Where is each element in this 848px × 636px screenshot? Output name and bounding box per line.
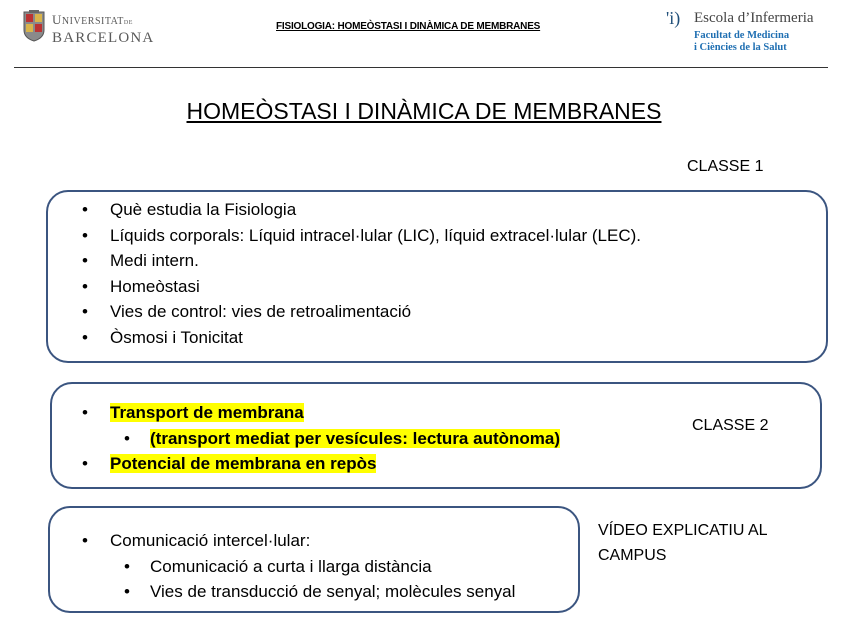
ub-logo (22, 10, 182, 50)
list-item: • Potencial de membrana en repòs (82, 454, 377, 473)
list-item: • Vies de control: vies de retroalimentació (82, 302, 412, 321)
ei-subtitle-1: Facultat de Medicina (694, 30, 790, 41)
page-header (0, 0, 848, 68)
ub-seal-icon (22, 10, 46, 42)
list-item: • Homeòstasi (82, 276, 200, 296)
classe-1-label: CLASSE 1 (687, 158, 764, 175)
page-title: HOMEÒSTASI I DINÀMICA DE MEMBRANES (186, 98, 662, 124)
ub-wordmark: UNIVERSITATDE BARCELONA (52, 12, 155, 46)
header-divider (14, 67, 828, 68)
highlighted-text: (transport mediat per vesícules: lectura autònoma) (150, 428, 560, 448)
ei-mark-icon: 'i) (666, 8, 681, 28)
video-list (82, 528, 515, 605)
list-item-nested: • Vies de transducció de senyal; molècules senyal (124, 582, 516, 601)
highlighted-text: Potencial de membrana en repòs (110, 454, 377, 473)
video-label: VÍDEO EXPLICATIU AL CAMPUS (598, 522, 768, 564)
classe-1-list (82, 197, 641, 350)
highlighted-text: Transport de membrana (110, 403, 304, 422)
list-item: • Medi intern. (82, 251, 199, 270)
classe-2-label: CLASSE 2 (692, 417, 769, 434)
ei-subtitle-2: i Ciències de la Salut (694, 42, 787, 53)
list-item-nested: • Comunicació a curta i llarga distància (124, 556, 432, 576)
header-title: FISIOLOGIA: HOMEÒSTASI I DINÀMICA DE MEMBRANES (276, 21, 541, 32)
list-item: • Líquids corporals: Líquid intracel·lular (LIC), líquid extracel·lular (LEC). (82, 225, 641, 245)
classe-2-list (82, 400, 560, 477)
list-item: • Què estudia la Fisiologia (82, 200, 297, 219)
list-item: • Comunicació intercel·lular: (82, 531, 311, 550)
ei-name: Escola d’Infermeria (694, 10, 814, 26)
list-item: • Òsmosi i Tonicitat (82, 327, 243, 347)
list-item: • Transport de membrana (82, 403, 304, 422)
escola-infermeria-logo (666, 8, 836, 56)
list-item-nested: • (transport mediat per vesícules: lectura autònoma) (124, 428, 560, 448)
